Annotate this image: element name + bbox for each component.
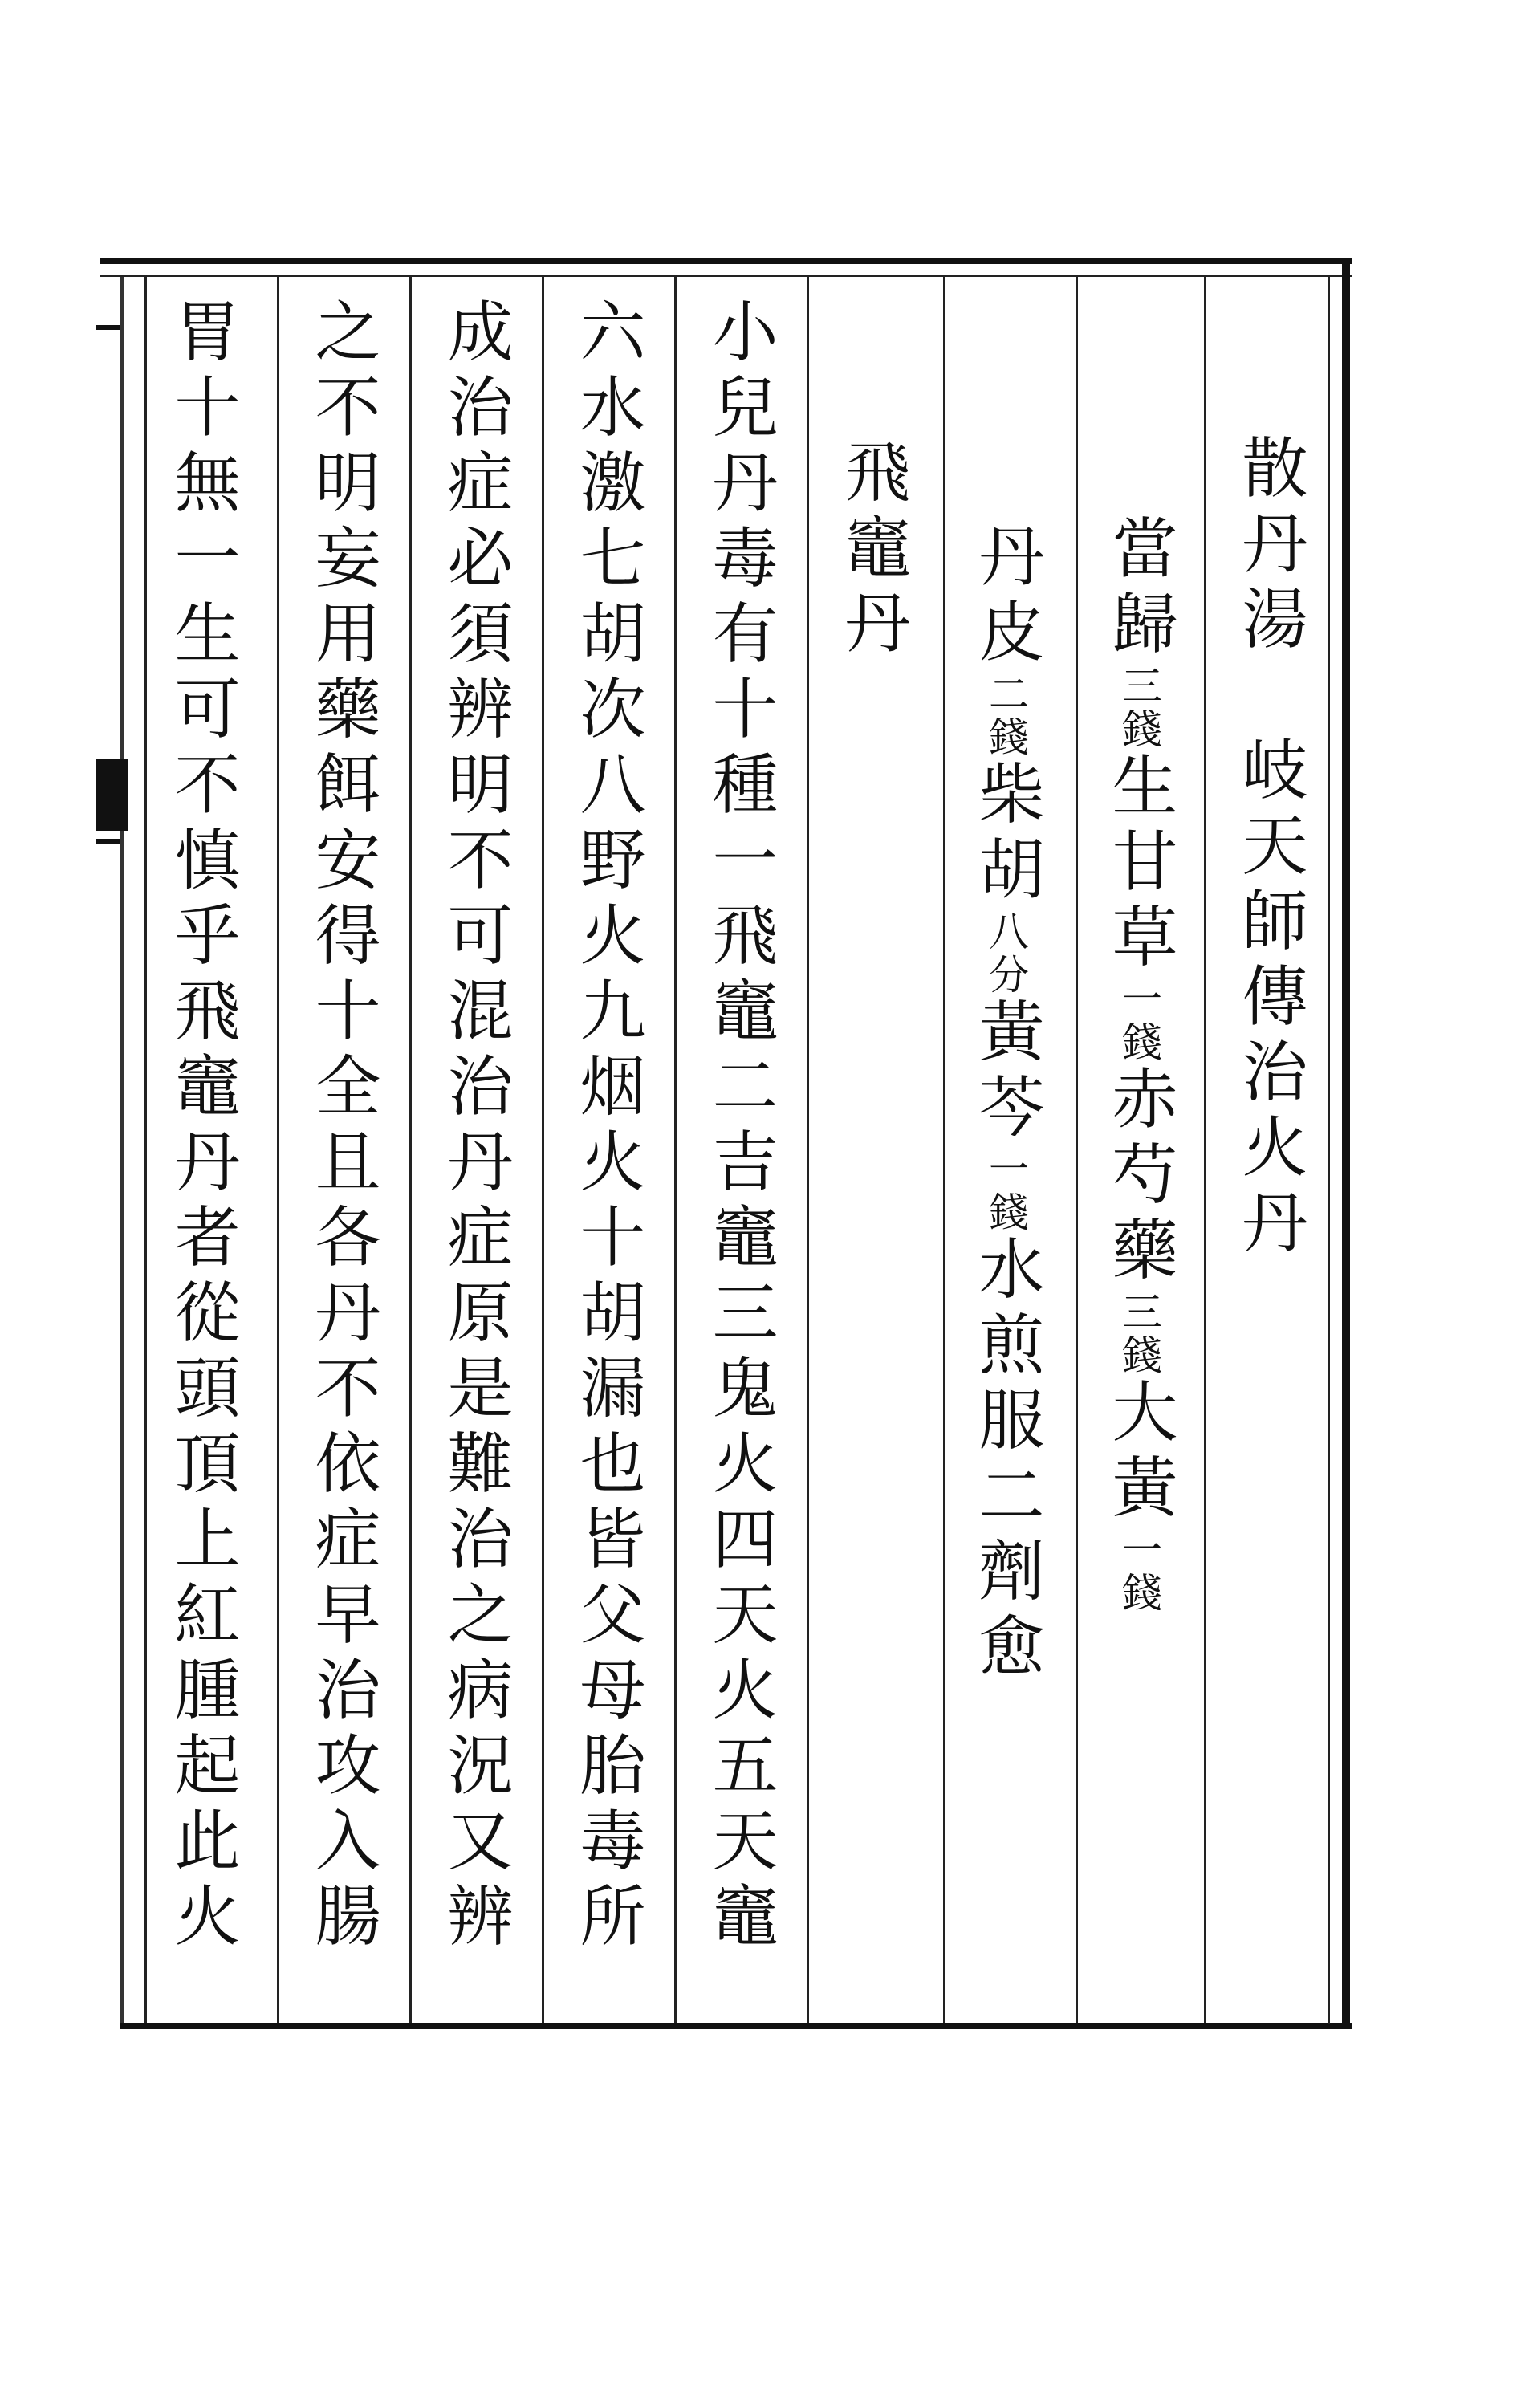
column-rule (1204, 277, 1206, 2023)
column-rule (277, 277, 279, 2023)
ingredient-name: 柴胡 (968, 759, 1044, 910)
ingredient-name: 生甘草 (1101, 751, 1177, 978)
column-rule (807, 277, 809, 2023)
ingredient-name: 大黃 (1101, 1377, 1177, 1528)
dosage-note: 二錢 (982, 673, 1029, 759)
dosage-note: 一錢 (982, 1148, 1029, 1235)
dosage-note: 三錢 (1116, 665, 1162, 751)
ingredient-name: 黃芩 (968, 997, 1044, 1148)
recipe-title: 散丹湯 岐天師傳治火丹 (1231, 433, 1307, 1263)
dosage-note: 三錢 (1116, 1291, 1162, 1377)
column-rule (943, 277, 946, 2023)
ingredient-name: 丹皮 (968, 522, 1044, 673)
section-heading: 飛竈丹 (834, 437, 910, 664)
dosage-note: 一錢 (1116, 978, 1162, 1064)
dosage-note: 一錢 (1116, 1528, 1162, 1615)
frame-right-inner-border (1328, 275, 1330, 2024)
fold-mark (96, 839, 120, 844)
text-column: 胃十無一生可不慎乎飛竈丹者從頭頂上紅腫起此火 (164, 297, 240, 1957)
frame-top-inner-border (100, 275, 1352, 277)
frame-left-border (120, 277, 124, 2023)
column-rule (542, 277, 544, 2023)
ingredient-name: 當歸 (1101, 514, 1177, 665)
frame-bottom-border (120, 2023, 1352, 2029)
column-rule (674, 277, 677, 2023)
column-rule (1076, 277, 1078, 2023)
preparation-text: 水煎服二劑愈 (968, 1235, 1044, 1687)
text-column: 成治症必須辨明不可混治丹症原是難治之病況又辨 (437, 297, 513, 1957)
text-column: 之不明妄用藥餌安得十全且各丹不依症早治攻入腸 (304, 297, 380, 1957)
frame-top-border (100, 258, 1352, 264)
fold-mark (96, 325, 120, 330)
fish-tail-mark (96, 759, 128, 831)
ingredient-line-1 (1101, 514, 1177, 1615)
ingredient-name: 赤芍藥 (1101, 1064, 1177, 1291)
frame-right-border (1342, 258, 1350, 2029)
column-rule (144, 277, 147, 2023)
text-column: 小兒丹毒有十種一飛竈二吉竈三鬼火四天火五天竈 (702, 297, 778, 1957)
dosage-note: 八分 (982, 910, 1029, 997)
column-rule (409, 277, 412, 2023)
ingredient-line-2 (968, 522, 1044, 1687)
text-column: 六水激七胡次八野火九烟火十胡漏也皆父母胎毒所 (569, 297, 645, 1957)
